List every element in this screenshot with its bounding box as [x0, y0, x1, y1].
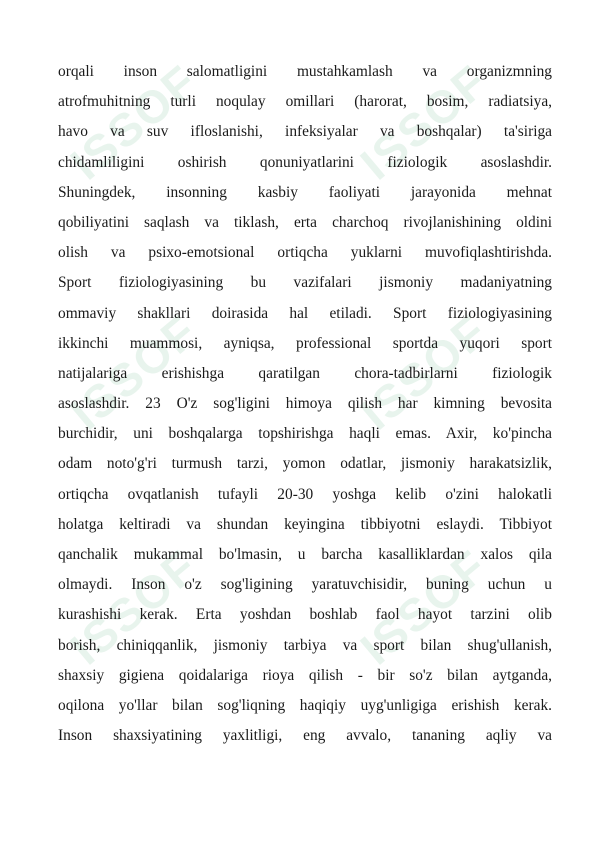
watermark-text: ISSOF [60, 304, 208, 440]
text-line: shaxsiy gigiena qoidalariga rioya qilish - bir so'z bilan aytganda, [58, 666, 552, 684]
text-line: ommaviy shakllari doirasida hal etiladi. Sport fiziologiyasining [58, 304, 552, 322]
text-line: havo va suv ifloslanishi, infeksiyalar va boshqalar) ta'siriga [58, 123, 552, 141]
text-line: odam noto'g'ri turmush tarzi, yomon odatlar, jismoniy harakatsizlik, [58, 455, 552, 473]
text-line: olmaydi. Inson o'z sog'ligining yaratuvchisidir, buning uchun u [58, 576, 552, 594]
text-line: Sport fiziologiyasining bu vazifalari jismoniy madaniyatning [58, 274, 552, 292]
text-line: atrofmuhitning turli noqulay omillari (harorat, bosim, radiatsiya, [58, 93, 552, 111]
text-line: Shuningdek, insonning kasbiy faoliyati jarayonida mehnat [58, 183, 552, 201]
watermark-text: ISSOF [60, 54, 208, 190]
text-line: ortiqcha ovqatlanish tufayli 20-30 yoshga kelib o'zini halokatli [58, 485, 552, 503]
text-line: borish, chiniqqanlik, jismoniy tarbiya va sport bilan shug'ullanish, [58, 636, 552, 654]
text-line: holatga keltiradi va shundan keyingina tibbiyotni eslaydi. Tibbiyot [58, 515, 552, 533]
body-paragraph [58, 54, 552, 751]
text-line: orqali inson salomatligini mustahkamlash va organizmning [58, 63, 552, 80]
text-line: ikkinchi muammosi, ayniqsa, professional sportda yuqori sport [58, 334, 552, 352]
text-line: olish va psixo-emotsional ortiqcha yuklarni muvofiqlashtirishda. [58, 244, 552, 262]
watermark-text: ISSOF [350, 54, 498, 190]
watermark-text: ISSOF [350, 304, 498, 440]
text-line: Inson shaxsiyatining yaxlitligi, eng avvalo, tananing aqliy va [58, 727, 552, 745]
text-line: natijalariga erishishga qaratilgan chora-tadbirlarni fiziologik [58, 364, 552, 382]
watermark-text: ISSOF [350, 539, 498, 675]
text-line: asoslashdir. 23 O'z sog'ligini himoya qilish har kimning bevosita [58, 395, 552, 413]
text-line: kurashishi kerak. Erta yoshdan boshlab faol hayot tarzini olib [58, 606, 552, 624]
text-line: oqilona yo'llar bilan sog'liqning haqiqiy uyg'unligiga erishish kerak. [58, 696, 552, 714]
watermark-text: ISSOF [60, 539, 208, 675]
text-line: qanchalik mukammal bo'lmasin, u barcha kasalliklardan xalos qila [58, 546, 552, 563]
text-line: burchidir, uni boshqalarga topshirishga haqli emas. Axir, ko'pincha [58, 425, 552, 443]
text-line: qobiliyatini saqlash va tiklash, erta charchoq rivojlanishining oldini [58, 213, 552, 231]
text-line: chidamliligini oshirish qonuniyatlarini fiziologik asoslashdir. [58, 153, 552, 171]
